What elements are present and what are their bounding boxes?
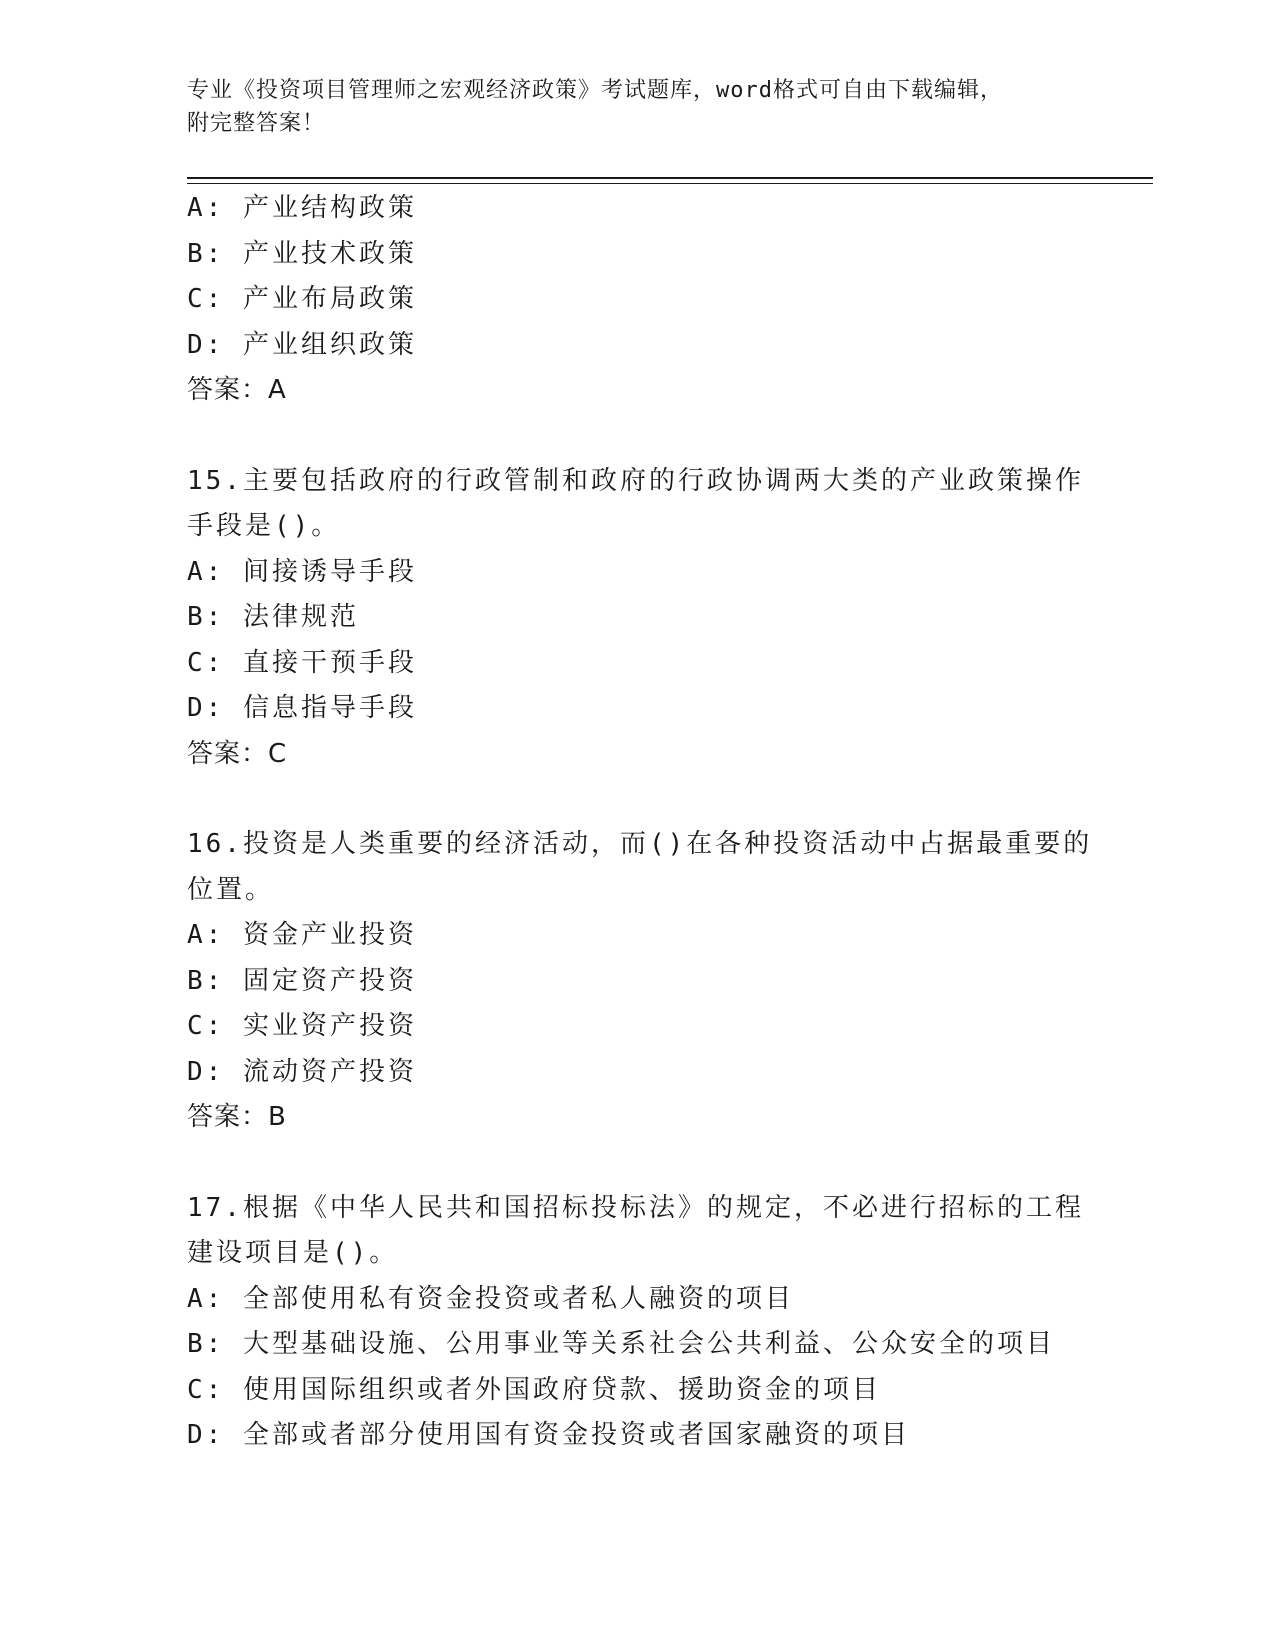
- header-line-1: 专业《投资项目管理师之宏观经济政策》考试题库，word格式可自由下载编辑，: [187, 78, 1003, 103]
- question-stem-continued: 手段是()。: [187, 511, 341, 541]
- question-17: [187, 1186, 1147, 1459]
- option-d: D: 产业组织政策: [187, 329, 417, 360]
- option-a: A: 资金产业投资: [187, 920, 417, 950]
- document-header: [187, 74, 1087, 140]
- question-stem: 15.主要包括政府的行政管制和政府的行政协调两大类的产业政策操作: [187, 465, 1084, 496]
- header-line-2: 附完整答案！: [187, 111, 326, 136]
- option-a: A: 产业结构政策: [187, 193, 417, 223]
- answer-line: 答案：A: [187, 375, 287, 405]
- option-d: D: 流动资产投资: [187, 1056, 417, 1087]
- option-a: A: 间接诱导手段: [187, 556, 417, 587]
- option-c: C: 实业资产投资: [187, 1011, 417, 1041]
- option-b: B: 法律规范: [187, 602, 359, 632]
- header-divider: [187, 177, 1153, 184]
- option-c: C: 使用国际组织或者外国政府贷款、援助资金的项目: [187, 1374, 881, 1405]
- answer-line: 答案：C: [187, 738, 288, 769]
- question-stem: 16.投资是人类重要的经济活动，而()在各种投资活动中占据最重要的: [187, 829, 1093, 859]
- option-c: C: 直接干预手段: [187, 647, 417, 678]
- option-c: C: 产业布局政策: [187, 284, 417, 314]
- option-b: B: 大型基础设施、公用事业等关系社会公共利益、公众安全的项目: [187, 1329, 1055, 1359]
- question-stem-continued: 建设项目是()。: [187, 1238, 399, 1268]
- question-15: [187, 459, 1147, 778]
- question-14: [187, 186, 1147, 414]
- answer-line: 答案：B: [187, 1102, 287, 1132]
- option-d: D: 全部或者部分使用国有资金投资或者国家融资的项目: [187, 1420, 910, 1450]
- option-a: A: 全部使用私有资金投资或者私人融资的项目: [187, 1283, 794, 1314]
- question-stem-continued: 位置。: [187, 874, 275, 905]
- option-b: B: 固定资产投资: [187, 965, 417, 996]
- question-list: [187, 186, 1147, 1459]
- option-d: D: 信息指导手段: [187, 693, 417, 723]
- option-b: B: 产业技术政策: [187, 238, 417, 269]
- question-16: [187, 822, 1147, 1141]
- question-stem: 17.根据《中华人民共和国招标投标法》的规定，不必进行招标的工程: [187, 1192, 1084, 1223]
